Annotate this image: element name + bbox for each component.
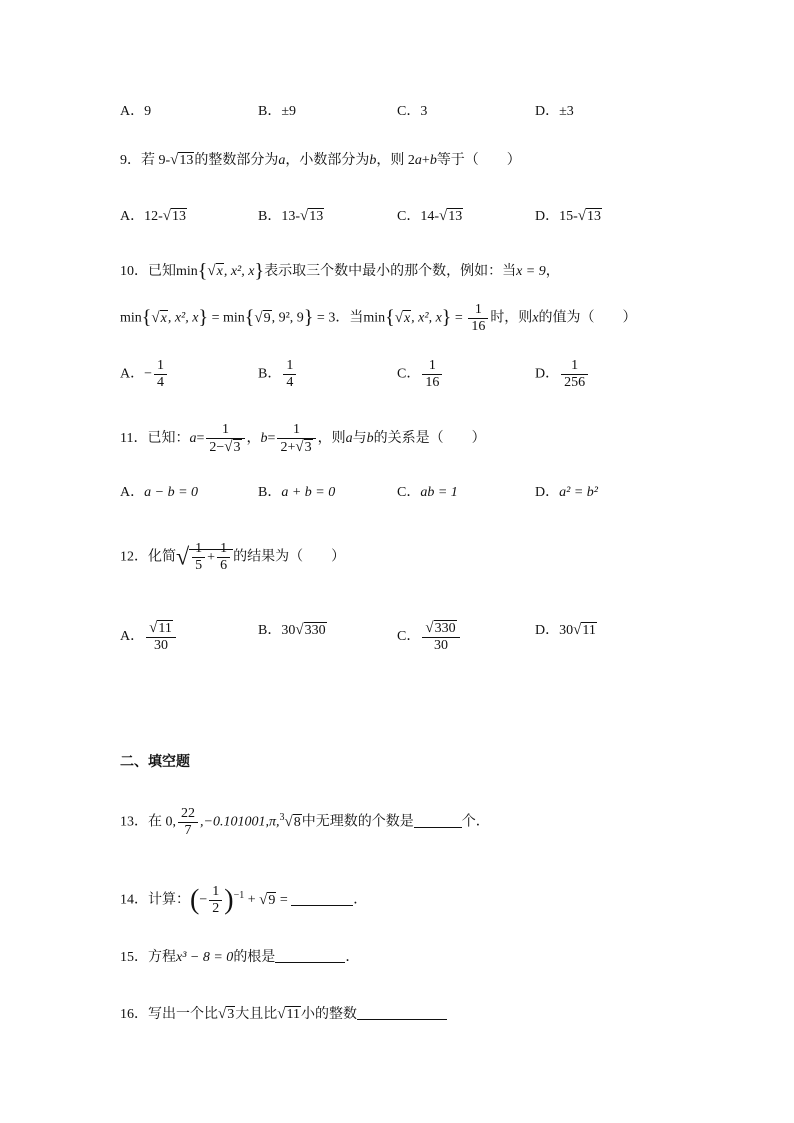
fraction-b: $\frac{1}{2+√3}$ [277,422,315,456]
q9-option-b: B．13-√13 [258,208,324,224]
q9-option-a: A．12-√13 [120,208,187,224]
q12-option-c: C． $\frac{√330}{30}$ [397,620,462,654]
q11-stem: 11．已知：a= $\frac{1}{2-√3}$ ，b= $\frac{1}{2+√3}$ ，则a与b的关系是（ ） [120,422,486,455]
q11-option-d: D．a² = b² [535,485,598,500]
q11-option-c: C．ab = 1 [397,485,458,500]
q11-option-b: B．a + b = 0 [258,485,336,500]
sqrt-13: √13 [170,152,194,168]
q12-option-b: B．30√330 [258,622,326,638]
answer-blank[interactable] [357,1005,447,1020]
q14-stem: 14．计算：(− $\frac{1}{2}$ )$^{-1}$ + √9 = ． [120,884,368,916]
q11-option-a: A．a − b = 0 [120,485,199,500]
q10-option-b: B． $\frac{1}{4}$ [258,358,298,391]
q13-stem: 13．在 0, $\frac{22}{7}$ ,−0.101001,π,$^3$√8中无理数的个数是 个． [120,806,490,838]
section-title: 二、填空题 [120,754,190,770]
answer-blank[interactable] [291,891,353,906]
q10-stem-line2: min{√x, x², x} = min{√9, 9², 9} = 3．当min{√x, x², x} = $\frac{1}{16}$ 时，则x的值为（ ） [120,302,637,334]
q9-option-d: D．15-√13 [535,208,602,224]
q9-option-c: C．14-√13 [397,208,463,224]
q10-option-c: C． $\frac{1}{16}$ [397,358,444,391]
answer-blank[interactable] [414,813,462,828]
fraction-1-16: $\frac{1}{16}$ [468,302,488,335]
fraction-a: $\frac{1}{2-√3}$ [206,422,244,456]
sqrt-sum: √ $\frac{1}{5}$ + $\frac{1}{6}$ [176,541,233,574]
q12-option-a: A． $\frac{√11}{30}$ [120,620,178,654]
answer-blank[interactable] [275,948,345,963]
q16-stem: 16．写出一个比√3大且比√11小的整数 [120,1004,447,1025]
q8-option-d: D．±3 [535,104,574,119]
q8-option-b: B．±9 [258,104,297,119]
q10-option-a: A．− $\frac{1}{4}$ [120,358,169,391]
q10-stem-line1: 10．已知min{√x, x², x}表示取三个数中最小的那个数，例如：当x = 9， [120,260,560,282]
q15-stem: 15．方程x³ − 8 = 0的根是 ． [120,950,360,965]
q12-stem: 12．化简√ $\frac{1}{5}$ + $\frac{1}{6}$ 的结果为（ ） [120,541,346,573]
q12-option-d: D．30√11 [535,622,596,638]
q8-option-c: C．3 [397,104,428,119]
q9-stem: 9．若 9-√13的整数部分为a，小数部分为b，则 2a+b等于（ ） [120,150,521,171]
q8-option-a: A．9 [120,104,152,119]
q10-option-d: D． $\frac{1}{256}$ [535,358,590,391]
